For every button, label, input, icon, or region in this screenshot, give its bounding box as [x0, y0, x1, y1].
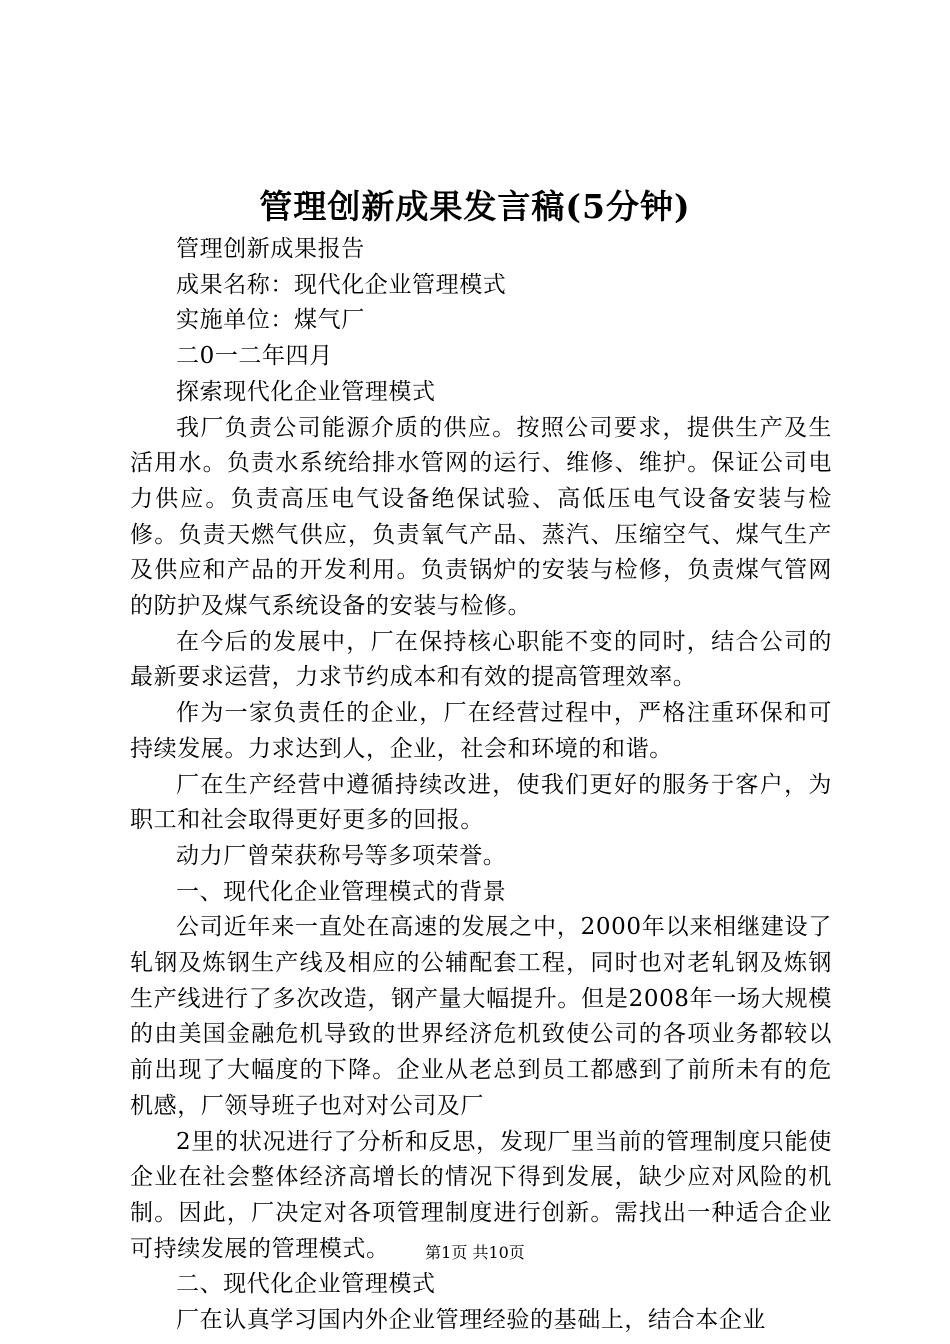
document-title: 管理创新成果发言稿(5分钟)	[259, 187, 691, 226]
paragraph: 在今后的发展中，厂在保持核心职能不变的同时，结合公司的最新要求运营，力求节约成本和有效的提高管理效率。	[130, 628, 832, 691]
paragraph: 成果名称：现代化企业管理模式	[176, 271, 507, 298]
paragraph: 2里的状况进行了分析和反思，发现厂里当前的管理制度只能使企业在社会整体经济高增长的情况下得到发展，缺少应对风险的机制。因此，厂决定对各项管理制度进行创新。需找出一种适合企业可持续发展的管理模式。	[130, 1128, 832, 1262]
paragraph: 我厂负责公司能源介质的供应。按照公司要求，提供生产及生活用水。负责水系统给排水管网的运行、维修、维护。保证公司电力供应。负责高压电气设备绝保试验、高低压电气设备安装与检修。负责天燃气供应，负责氧气产品、蒸汽、压缩空气、煤气生产及供应和产品的开发利用。负责锅炉的安装与检修，负责煤气管网的防护及煤气系统设备的安装与检修。	[130, 414, 832, 620]
paragraph: 探索现代化企业管理模式	[176, 378, 436, 405]
paragraph: 厂在认真学习国内外企业管理经验的基础上，结合本企业	[176, 1307, 766, 1334]
paragraph: 作为一家负责任的企业，厂在经营过程中，严格注重环保和可持续发展。力求达到人，企业，社会和环境的和谐。	[130, 700, 832, 762]
paragraph: 厂在生产经营中遵循持续改进，使我们更好的服务于客户，为职工和社会取得更好更多的回报。	[130, 771, 832, 834]
paragraph: 实施单位：煤气厂	[176, 307, 365, 334]
paragraph: 动力厂曾荣获称号等多项荣誉。	[176, 842, 507, 869]
paragraph: 二0一二年四月	[176, 343, 333, 370]
paragraph: 一、现代化企业管理模式的背景	[176, 878, 507, 905]
paragraph: 二、现代化企业管理模式	[176, 1271, 436, 1298]
paragraph: 管理创新成果报告	[176, 236, 365, 262]
document-body	[130, 232, 832, 1339]
paragraph: 公司近年来一直处在高速的发展之中，2000年以来相继建设了轧钢及炼钢生产线及相应的公辅配套工程，同时也对老轧钢及炼钢生产线进行了多次改造，钢产量大幅提升。但是2008年一场大规模的由美国金融危机导致的世界经济危机致使公司的各项业务都较以前出现了大幅度的下降。企业从老总到员工都感到了前所未有的危机感，厂领导班子也对对公司及厂	[130, 914, 832, 1119]
page-footer: 第1页 共10页	[425, 1243, 525, 1262]
